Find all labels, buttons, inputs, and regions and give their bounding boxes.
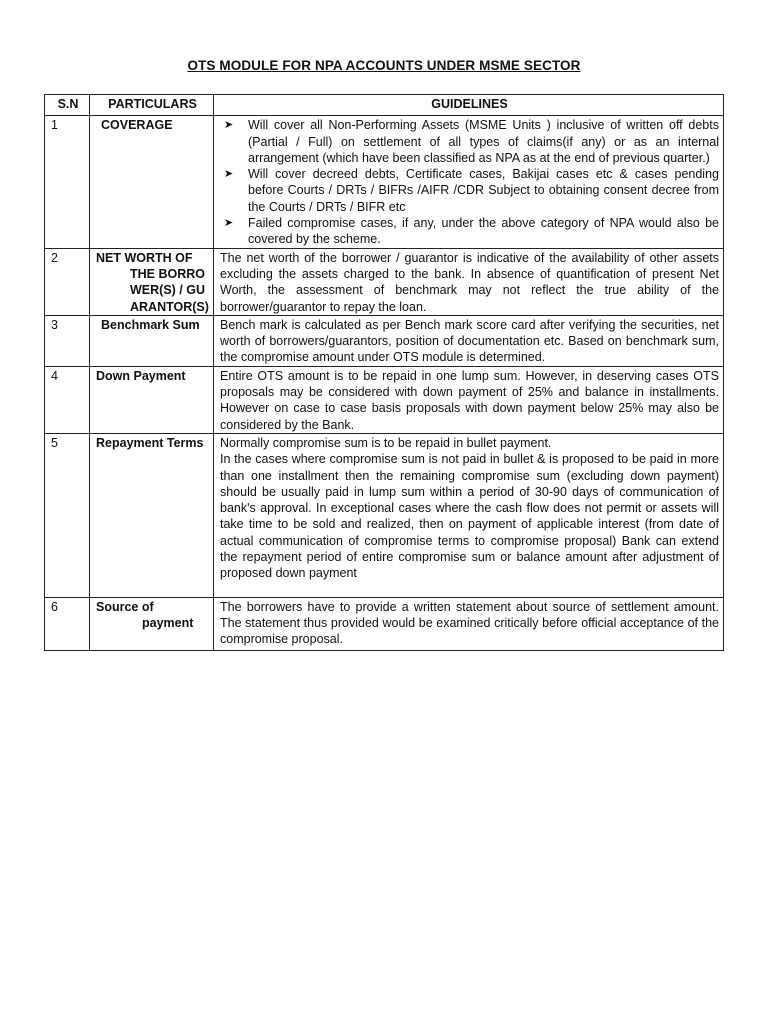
arrowhead-bullet-icon: ➤ xyxy=(224,119,234,132)
particular-text-line1: Source of xyxy=(96,599,154,614)
guideline-bullet-list xyxy=(220,117,719,247)
header-sn: S.N xyxy=(45,95,90,116)
ots-guidelines-table xyxy=(44,94,724,651)
row-serial-number: 1 xyxy=(45,116,90,248)
header-guidelines: GUIDELINES xyxy=(214,95,724,116)
table-row xyxy=(45,597,724,650)
row-particular xyxy=(90,248,214,315)
table-row xyxy=(45,433,724,597)
table-row xyxy=(45,248,724,315)
list-item xyxy=(220,117,719,166)
row-serial-number: 6 xyxy=(45,597,90,650)
particular-text-rest: payment xyxy=(142,615,194,630)
arrowhead-bullet-icon: ➤ xyxy=(224,168,234,181)
particular-text-line1: NET WORTH OF xyxy=(96,250,193,265)
list-item xyxy=(220,215,719,248)
row-particular: Repayment Terms xyxy=(90,433,214,597)
row-particular: Down Payment xyxy=(90,366,214,433)
guideline-text: Entire OTS amount is to be repaid in one lump sum. However, in deserving cases OTS proposals may be considered with down payment of 25% and balance in installments. However on case to case basis proposals with down payment below 25% may also be considered by the Bank. xyxy=(220,368,719,432)
table-header-row xyxy=(45,95,724,116)
row-particular xyxy=(90,597,214,650)
guideline-text: The borrowers have to provide a written statement about source of settlement amount. The statement thus provided would be examined critically before official acceptance of the compromise proposal. xyxy=(220,599,719,647)
row-serial-number: 2 xyxy=(45,248,90,315)
list-item xyxy=(220,166,719,215)
arrowhead-bullet-icon: ➤ xyxy=(224,217,234,230)
row-particular xyxy=(90,116,214,248)
row-guideline xyxy=(214,433,724,597)
particular-text-rest: THE BORROWER(S) / GUARANTOR(S) xyxy=(130,266,209,314)
table-row xyxy=(45,315,724,366)
row-guideline xyxy=(214,366,724,433)
guideline-text-line1: Normally compromise sum is to be repaid in bullet payment. xyxy=(220,435,552,450)
table-row xyxy=(45,116,724,248)
particular-text: Benchmark Sum xyxy=(101,317,200,332)
row-serial-number: 4 xyxy=(45,366,90,433)
row-guideline xyxy=(214,116,724,248)
guideline-text-rest: In the cases where compromise sum is not paid in bullet & is proposed to be paid in more than one installment then the remaining compromise sum (excluding down payment) should be usually paid in lump sum within a period of 30-90 days of communication of bank's approval. In exceptional cases where the cash flow does not permit or assets will take time to be sold and realized, then on payment of applicable interest (from date of actual communication of compromise terms to compromise proposal) Bank can extend the repayment period of entire compromise sum or balance amount after adjustment of proposed down payment xyxy=(220,452,719,581)
row-guideline xyxy=(214,597,724,650)
header-particulars: PARTICULARS xyxy=(90,95,214,116)
row-serial-number: 3 xyxy=(45,315,90,366)
row-guideline xyxy=(214,315,724,366)
bullet-text: Failed compromise cases, if any, under the above category of NPA would also be covered by the scheme. xyxy=(248,216,719,247)
bullet-text: Will cover decreed debts, Certificate cases, Bakijai cases etc & cases pending before Courts / DRTs / BIFRs /AIFR /CDR Subject to obtaining consent decree from the Courts / DRTs / BIFR etc xyxy=(248,167,719,214)
row-guideline xyxy=(214,248,724,315)
particular-text: COVERAGE xyxy=(101,118,173,133)
bullet-text: Will cover all Non-Performing Assets (MSME Units ) inclusive of written off debts (Partial / Full) on settlement of all types of claims(if any) or as an internal arrangement (which have been classified as NPA as at the end of previous quarter.) xyxy=(248,118,719,165)
table-row xyxy=(45,366,724,433)
guideline-text: Bench mark is calculated as per Bench mark score card after verifying the securities, net worth of borrowers/guarantors, position of documentation etc. Based on benchmark sum, the compromise amount under OTS module is determined. xyxy=(220,317,719,365)
guideline-text: The net worth of the borrower / guarantor is indicative of the availability of other assets excluding the assets charged to the bank. In absence of quantification of present Net Worth, the assessment of benchmark may not reflect the true ability of the borrower/guarantor to repay the loan. xyxy=(220,250,719,314)
document-title: OTS MODULE FOR NPA ACCOUNTS UNDER MSME SECTOR xyxy=(187,58,581,73)
row-particular xyxy=(90,315,214,366)
row-serial-number: 5 xyxy=(45,433,90,597)
